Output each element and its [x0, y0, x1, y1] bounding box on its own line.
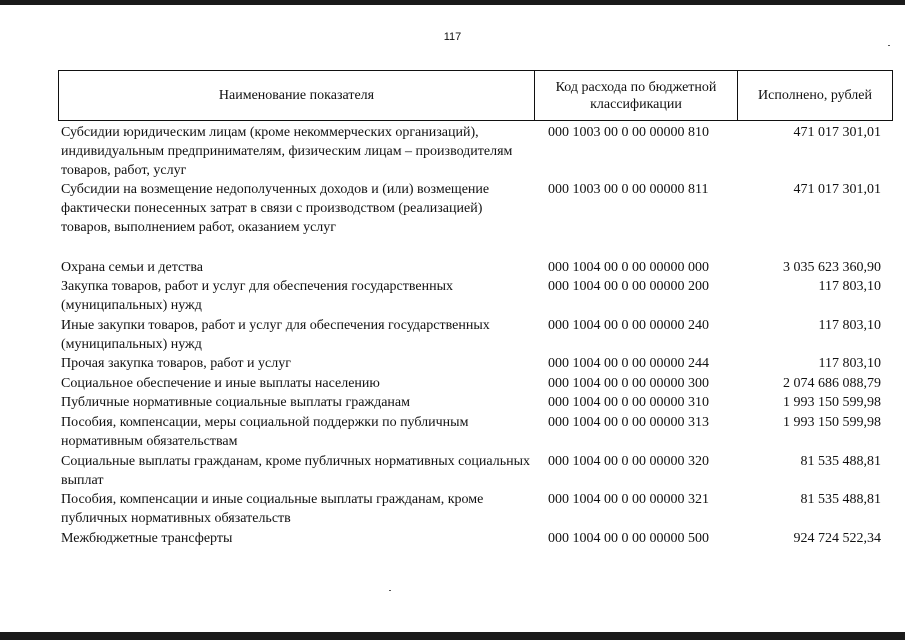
row-code: 000 1004 00 0 00 00000 240 [548, 318, 709, 333]
row-amount: 117 803,10 [818, 356, 881, 371]
scan-speck [888, 45, 890, 46]
row-amount: 924 724 522,34 [793, 531, 881, 546]
row-name: Охрана семьи и детства [61, 260, 203, 275]
row-name: Пособия, компенсации и иные социальные выплаты гражданам, кроме публичных нормативных обязательств [61, 492, 484, 526]
row-code: 000 1004 00 0 00 00000 000 [548, 260, 709, 275]
row-amount: 2 074 686 088,79 [783, 376, 881, 391]
row-name: Закупка товаров, работ и услуг для обеспечения государственных (муниципальных) нужд [61, 279, 454, 313]
bottom-border [0, 632, 905, 640]
row-name: Социальное обеспечение и иные выплаты населению [61, 376, 380, 391]
row-name: Межбюджетные трансферты [61, 531, 233, 546]
row-amount: 117 803,10 [818, 318, 881, 333]
header-code: Код расхода по бюджетной классификации [535, 71, 738, 120]
row-name: Пособия, компенсации, меры социальной поддержки по публичным нормативным обязательствам [61, 415, 469, 449]
row-code: 000 1004 00 0 00 00000 500 [548, 531, 709, 546]
row-amount: 117 803,10 [818, 279, 881, 294]
row-name: Субсидии на возмещение недополученных доходов и (или) возмещение фактически понесенных затрат в связи с производством (реализацией) товаров, выполнением работ, оказанием услуг [61, 182, 490, 235]
row-code: 000 1004 00 0 00 00000 300 [548, 376, 709, 391]
row-amount: 1 993 150 599,98 [783, 415, 881, 430]
row-name: Прочая закупка товаров, работ и услуг [61, 356, 291, 371]
scan-speck [389, 590, 391, 591]
row-amount: 81 535 488,81 [800, 492, 881, 507]
row-name: Социальные выплаты гражданам, кроме публичных нормативных социальных выплат [61, 454, 530, 488]
row-code: 000 1004 00 0 00 00000 200 [548, 279, 709, 294]
row-amount: 3 035 623 360,90 [783, 260, 881, 275]
row-code: 000 1003 00 0 00 00000 811 [548, 182, 709, 197]
row-name: Иные закупки товаров, работ и услуг для обеспечения государственных (муниципальных) нужд [61, 318, 490, 352]
row-code: 000 1004 00 0 00 00000 244 [548, 356, 709, 371]
top-border [0, 0, 905, 5]
row-amount: 471 017 301,01 [793, 125, 881, 140]
header-amount: Исполнено, рублей [758, 88, 872, 103]
row-code: 000 1004 00 0 00 00000 313 [548, 415, 709, 430]
page-number: 117 [443, 31, 462, 43]
row-amount: 81 535 488,81 [800, 454, 881, 469]
table-header [58, 70, 893, 121]
row-amount: 1 993 150 599,98 [783, 395, 881, 410]
row-name: Публичные нормативные социальные выплаты гражданам [61, 395, 410, 410]
row-code: 000 1004 00 0 00 00000 321 [548, 492, 709, 507]
header-name: Наименование показателя [59, 71, 535, 120]
row-amount: 471 017 301,01 [793, 182, 881, 197]
row-code: 000 1003 00 0 00 00000 810 [548, 125, 709, 140]
row-name: Субсидии юридическим лицам (кроме некоммерческих организаций), индивидуальным предпринимателям, физическим лицам – производителям товаров, работ, услуг [61, 125, 513, 178]
row-code: 000 1004 00 0 00 00000 310 [548, 395, 709, 410]
row-code: 000 1004 00 0 00 00000 320 [548, 454, 709, 469]
